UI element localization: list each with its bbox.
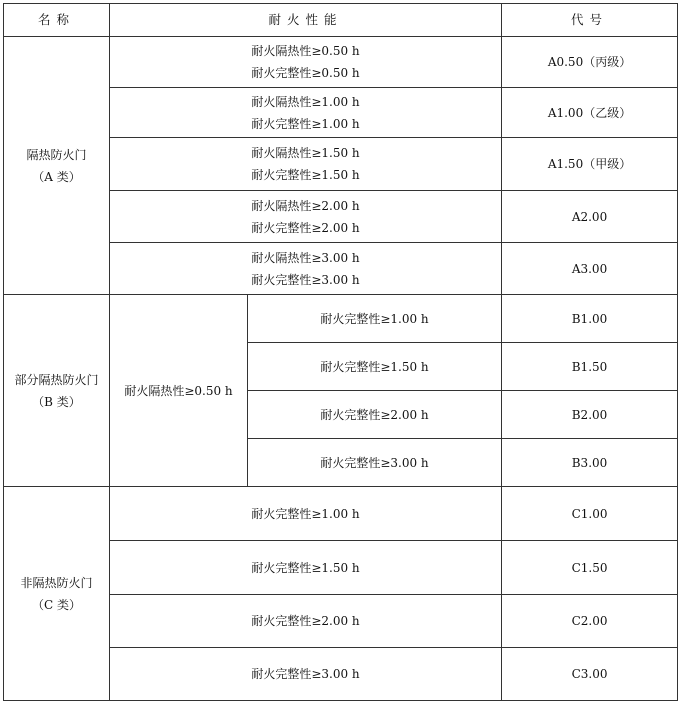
performance-cell (110, 191, 502, 243)
class-a-name: 隔热防火门 (26, 147, 87, 162)
insulation-text: 耐火隔热性≥2.00 h (251, 198, 360, 213)
code-cell: A2.00 (502, 191, 678, 243)
code-cell: C1.50 (502, 541, 678, 595)
class-b-name-cell (4, 295, 110, 487)
insulation-text: 耐火隔热性≥3.00 h (251, 250, 360, 265)
integrity-cell: 耐火完整性≥1.50 h (248, 343, 502, 391)
integrity-cell: 耐火完整性≥1.00 h (110, 487, 502, 541)
class-c-sub: （C 类） (32, 597, 81, 612)
integrity-cell: 耐火完整性≥3.00 h (110, 648, 502, 701)
table-row (4, 295, 678, 343)
header-name: 名称 (4, 4, 110, 37)
code-cell: A3.00 (502, 243, 678, 295)
insulation-text: 耐火隔热性≥1.50 h (251, 146, 360, 160)
code-cell: C2.00 (502, 595, 678, 648)
code-cell: B3.00 (502, 439, 678, 487)
class-b-insulation-cell: 耐火隔热性≥0.50 h (110, 295, 248, 487)
class-b-name: 部分隔热防火门 (14, 372, 99, 387)
integrity-cell: 耐火完整性≥1.50 h (110, 541, 502, 595)
integrity-text: 耐火完整性≥1.50 h (251, 168, 360, 182)
code-cell: C1.00 (502, 487, 678, 541)
fire-door-classification-table (3, 3, 678, 701)
performance-cell (110, 37, 502, 88)
class-c-name: 非隔热防火门 (20, 575, 93, 590)
class-b-sub: （B 类） (32, 394, 81, 409)
insulation-text: 耐火隔热性≥1.00 h (251, 94, 360, 109)
performance-cell (110, 138, 502, 191)
table-row (4, 37, 678, 88)
integrity-text: 耐火完整性≥1.00 h (251, 116, 360, 131)
header-row (4, 4, 678, 37)
code-cell: B1.00 (502, 295, 678, 343)
performance-cell (110, 88, 502, 138)
class-a-sub: （A 类） (32, 169, 81, 184)
code-cell: B1.50 (502, 343, 678, 391)
code-cell: B2.00 (502, 391, 678, 439)
code-cell: A0.50（丙级） (502, 37, 678, 88)
integrity-text: 耐火完整性≥2.00 h (251, 220, 360, 235)
performance-cell (110, 243, 502, 295)
code-cell: C3.00 (502, 648, 678, 701)
integrity-cell: 耐火完整性≥1.00 h (248, 295, 502, 343)
class-c-name-cell (4, 487, 110, 701)
header-performance: 耐火性能 (110, 4, 502, 37)
integrity-text: 耐火完整性≥3.00 h (251, 272, 360, 287)
integrity-text: 耐火完整性≥0.50 h (251, 66, 360, 80)
code-cell: A1.00（乙级） (502, 88, 678, 138)
class-a-name-cell (4, 37, 110, 295)
table-row (4, 487, 678, 541)
insulation-text: 耐火隔热性≥0.50 h (251, 44, 360, 58)
header-code: 代号 (502, 4, 678, 37)
integrity-cell: 耐火完整性≥2.00 h (248, 391, 502, 439)
integrity-cell: 耐火完整性≥3.00 h (248, 439, 502, 487)
integrity-cell: 耐火完整性≥2.00 h (110, 595, 502, 648)
code-cell: A1.50（甲级） (502, 138, 678, 191)
